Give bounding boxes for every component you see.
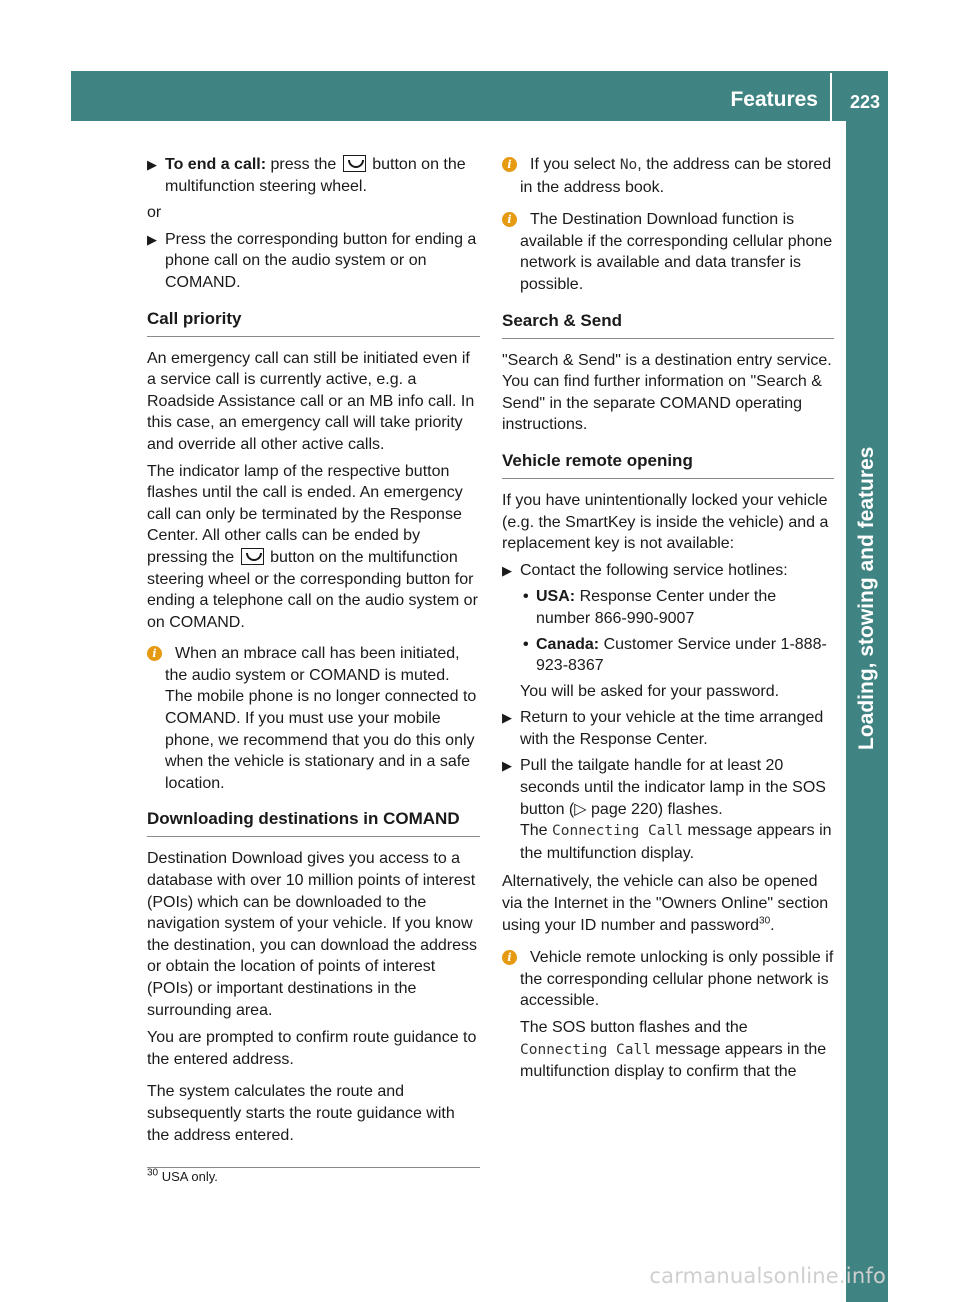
info-note [502, 947, 834, 1083]
or-text: or [147, 204, 162, 222]
step-text: Press the corresponding button for ending a phone call on the audio system or on COMAND. [165, 230, 477, 291]
heading-downloading-destinations: Downloading destinations in COMAND [147, 808, 480, 837]
paragraph: You will be asked for your password. [520, 682, 780, 700]
paragraph-text: . [770, 916, 775, 934]
paragraph: Destination Download gives you access to a database with over 10 million points of interest (POIs) which can be downloaded to the navigation system of your vehicle. If you know the destination, you can download the address or obtain the location of points of interest (POIs) or important destinations in the surrounding area. [147, 850, 478, 1019]
paragraph: If you have unintentionally locked your vehicle (e.g. the SmartKey is inside the vehicle) and a replacement key is not available: [502, 491, 829, 553]
paragraph: The system calculates the route and subsequently starts the route guidance with the address entered. [147, 1083, 455, 1144]
step-text: Pull the tailgate handle for at least 20 seconds until the indicator lamp in the SOS button ( [520, 757, 826, 818]
step-arrow-icon: ▶ [502, 710, 512, 726]
step-contact-hotlines [502, 560, 834, 582]
hotline-canada [502, 634, 834, 677]
footnote [147, 1167, 480, 1186]
step-text: message appears in the multifunction display. [520, 822, 832, 862]
section-title: Features [730, 88, 818, 111]
heading-call-priority: Call priority [147, 308, 480, 337]
info-text: If you select [530, 156, 616, 173]
heading-vehicle-remote-opening: Vehicle remote opening [502, 450, 834, 479]
step-arrow-icon: ▶ [502, 758, 512, 774]
info-note [147, 643, 480, 794]
bullet-icon [523, 586, 529, 608]
step-text: press the [270, 156, 337, 173]
watermark: carmanualsonline.info [649, 1264, 886, 1288]
header-bar [71, 71, 888, 121]
footnote-number: 30 [147, 1167, 159, 1179]
step-arrow-icon: ▶ [147, 157, 157, 172]
hotline-usa [502, 586, 834, 629]
info-icon: i [502, 950, 517, 965]
side-tab-label: Loading, stowing and features [855, 446, 878, 750]
bullet-label: USA: [536, 588, 576, 606]
info-icon: i [147, 646, 162, 661]
step-end-call [147, 154, 480, 197]
paragraph: An emergency call can still be initiated even if a service call is currently active, e.g. a Roadside Assistance call or an MB info call. In this case, an emergency call will take priority and override all other active calls. [147, 349, 475, 453]
step-text: button on the multifunction steering wheel. [165, 156, 466, 195]
step-label: To end a call: [165, 156, 267, 173]
info-text: Vehicle remote unlocking is only possible if the corresponding cellular phone network is accessible. [520, 949, 834, 1010]
paragraph [147, 461, 480, 634]
info-text: The SOS button flashes and the [520, 1019, 748, 1036]
bullet-icon [523, 634, 529, 656]
info-text: When an mbrace call has been initiated, the audio system or COMAND is muted. The mobile phone is no longer connected to COMAND. If you must use your mobile phone, we recommend that you do this only when the vehicle is stationary and in a safe location. [165, 645, 477, 792]
bullet-label: Canada: [536, 635, 600, 653]
display-code: No [619, 157, 638, 173]
step-text: Contact the following service hotlines: [520, 561, 788, 579]
step-text: Return to your vehicle at the time arranged with the Response Center. [520, 709, 824, 748]
step-return-vehicle [502, 707, 834, 750]
info-text: , the address can be stored in the address book. [520, 156, 832, 196]
left-column [147, 154, 480, 1151]
paragraph [502, 871, 834, 936]
page-number: 223 [849, 92, 880, 112]
info-icon: i [502, 212, 517, 227]
info-note [502, 154, 834, 198]
display-code: Connecting Call [520, 1041, 651, 1058]
page-reference: ▷ page 220 [574, 800, 658, 818]
phone-hangup-icon [343, 155, 366, 172]
step-arrow-icon: ▶ [502, 562, 512, 578]
info-note [502, 209, 834, 295]
step-press-button [147, 229, 480, 294]
paragraph: You are prompted to confirm route guidance to the entered address. [147, 1029, 477, 1068]
step-arrow-icon: ▶ [147, 231, 157, 247]
info-icon: i [502, 157, 517, 172]
heading-search-send: Search & Send [502, 310, 834, 339]
right-column [502, 154, 834, 1094]
side-tab-block [846, 1218, 888, 1302]
display-code: Connecting Call [552, 823, 683, 840]
bullet-text: Customer Service under 1-888-923-8367 [536, 635, 827, 675]
footnote-text: USA only. [161, 1169, 218, 1184]
bullet-text: Response Center under the number 866-990-9007 [536, 588, 777, 627]
phone-hangup-icon [241, 548, 264, 565]
paragraph-text: The indicator lamp of the respective button flashes until the call is ended. An emergency call can only be terminated by the Response Center. All other calls can be ended by pressing the [147, 462, 463, 566]
info-text: The Destination Download function is available if the corresponding cellular phone network is available and data transfer is possible. [520, 211, 833, 293]
step-text: ) flashes. [657, 800, 723, 818]
footnote-ref: 30 [759, 915, 771, 927]
header-divider [830, 73, 832, 121]
paragraph-text: button on the multifunction steering wheel or the corresponding button for ending a telephone call on the audio system or on COMAND. [147, 548, 478, 631]
info-text: message appears in the multifunction display to confirm that the [520, 1040, 827, 1081]
step-pull-tailgate [502, 755, 834, 864]
step-text: The [520, 822, 548, 840]
paragraph-text: Alternatively, the vehicle can also be opened via the Internet in the "Owners Online" section using your ID number and password [502, 873, 829, 934]
paragraph: "Search & Send" is a destination entry service. You can find further information on "Search & Send" in the separate COMAND operating instructions. [502, 351, 832, 434]
